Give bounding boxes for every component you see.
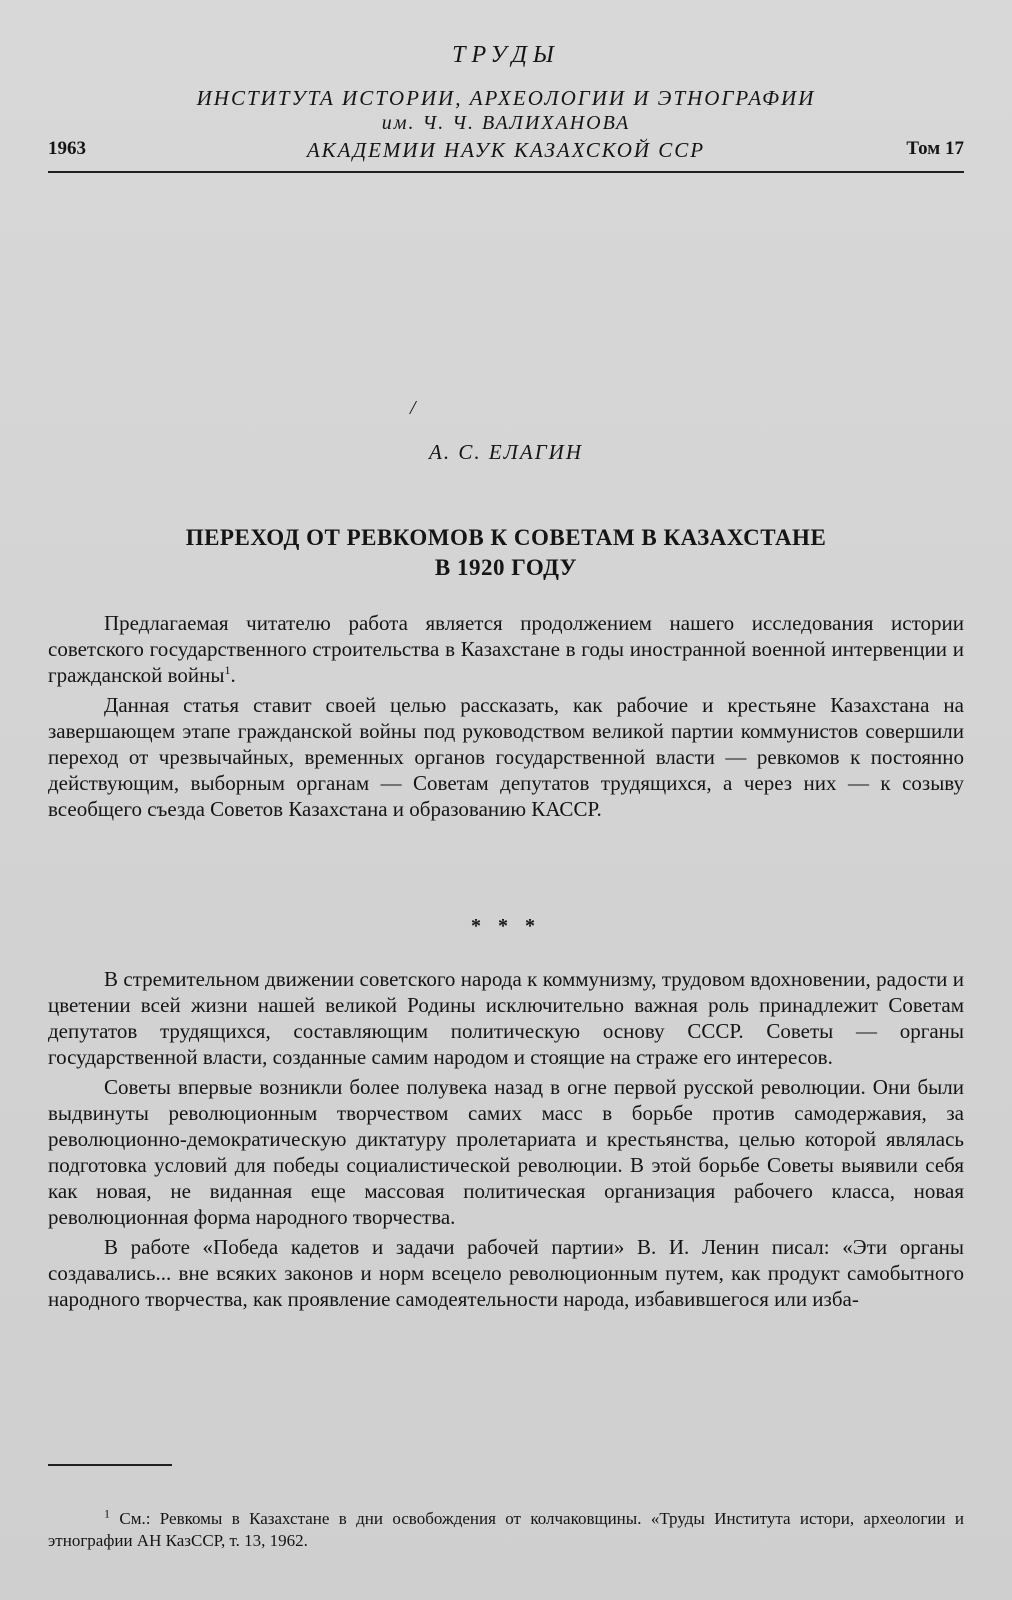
article-title	[0, 523, 1012, 583]
publication-year: 1963	[48, 138, 86, 159]
journal-institute-line: ИНСТИТУТА ИСТОРИИ, АРХЕОЛОГИИ И ЭТНОГРАФИИ	[196, 86, 816, 110]
journal-namesake-line: им. Ч. Ч. ВАЛИХАНОВА	[381, 112, 631, 134]
footnote	[48, 1508, 964, 1552]
article-title-line-1: ПЕРЕХОД ОТ РЕВКОМОВ К СОВЕТАМ В КАЗАХСТАНЕ	[185, 525, 827, 550]
journal-header	[48, 42, 964, 177]
volume-number: Том 17	[906, 138, 964, 159]
footnote-text: См.: Ревкомы в Казахстане в дни освобождения от колчаковщины. «Труды Института истори, археологии и этнографии АН КазССР, т. 13, 1962.	[48, 1509, 964, 1550]
intro-section	[48, 610, 964, 826]
pencil-slash-mark: /	[410, 397, 416, 419]
footnote-ref: 1	[224, 663, 231, 677]
main-paragraph-2: Советы впервые возникли более полувека назад в огне первой русской революции. Они были выдвинуты революционным творчеством самих масс в борьбе против самодержавия, за революционно-демократическую диктатуру пролетариата и крестьянства, целью которой являлась подготовка условий для победы социалистической революции. В этой борьбе Советы выявили себя как новая, не виданная еще массовая политическая организация рабочего класса, новая революционная форма народного творчества.	[48, 1075, 964, 1229]
main-paragraph-3: В работе «Победа кадетов и задачи рабочей партии» В. И. Ленин писал: «Эти органы создавались... вне всяких законов и норм всецело революционным путем, как продукт самобытного народного творчества, как проявление самодеятельности народа, избавившегося или изба-	[48, 1235, 964, 1311]
article-author: А. С. ЕЛАГИН	[429, 440, 583, 464]
intro-paragraph-1	[48, 610, 964, 688]
main-section	[48, 966, 964, 1316]
footnote-divider	[48, 1464, 172, 1466]
main-paragraph-1: В стремительном движении советского народа к коммунизму, трудовом вдохновении, радости и цветении всей жизни нашей великой Родины исключительно важная роль принадлежит Советам депутатов трудящихся, составляющим политическую основу СССР. Советы — органы государственной власти, созданные самим народом и стоящие на страже его интересов.	[48, 967, 964, 1069]
footnote-marker: 1	[104, 1506, 110, 1521]
intro-paragraph-1-text: Предлагаемая читателю работа является продолжением нашего исследования истории советского государственного строительства в Казахстане в годы иностранной военной интервенции и гражданской войны	[48, 611, 964, 687]
section-separator: * * *	[471, 915, 541, 937]
article-title-line-2: В 1920 ГОДУ	[434, 555, 578, 580]
intro-paragraph-1-end: .	[230, 663, 236, 687]
journal-title: ТРУДЫ	[452, 42, 560, 68]
journal-academy-line: АКАДЕМИИ НАУК КАЗАХСКОЙ ССР	[306, 138, 706, 162]
intro-paragraph-2: Данная статья ставит своей целью рассказать, как рабочие и крестьяне Казахстана на завершающем этапе гражданской войны под руководством великой партии коммунистов совершили переход от чрезвычайных, временных органов государственной власти — ревкомов к постоянно действующим, выборным органам — Советам депутатов трудящихся, а через них — к созыву всеобщего съезда Советов Казахстана и образованию КАССР.	[48, 693, 964, 821]
header-divider	[48, 171, 964, 173]
